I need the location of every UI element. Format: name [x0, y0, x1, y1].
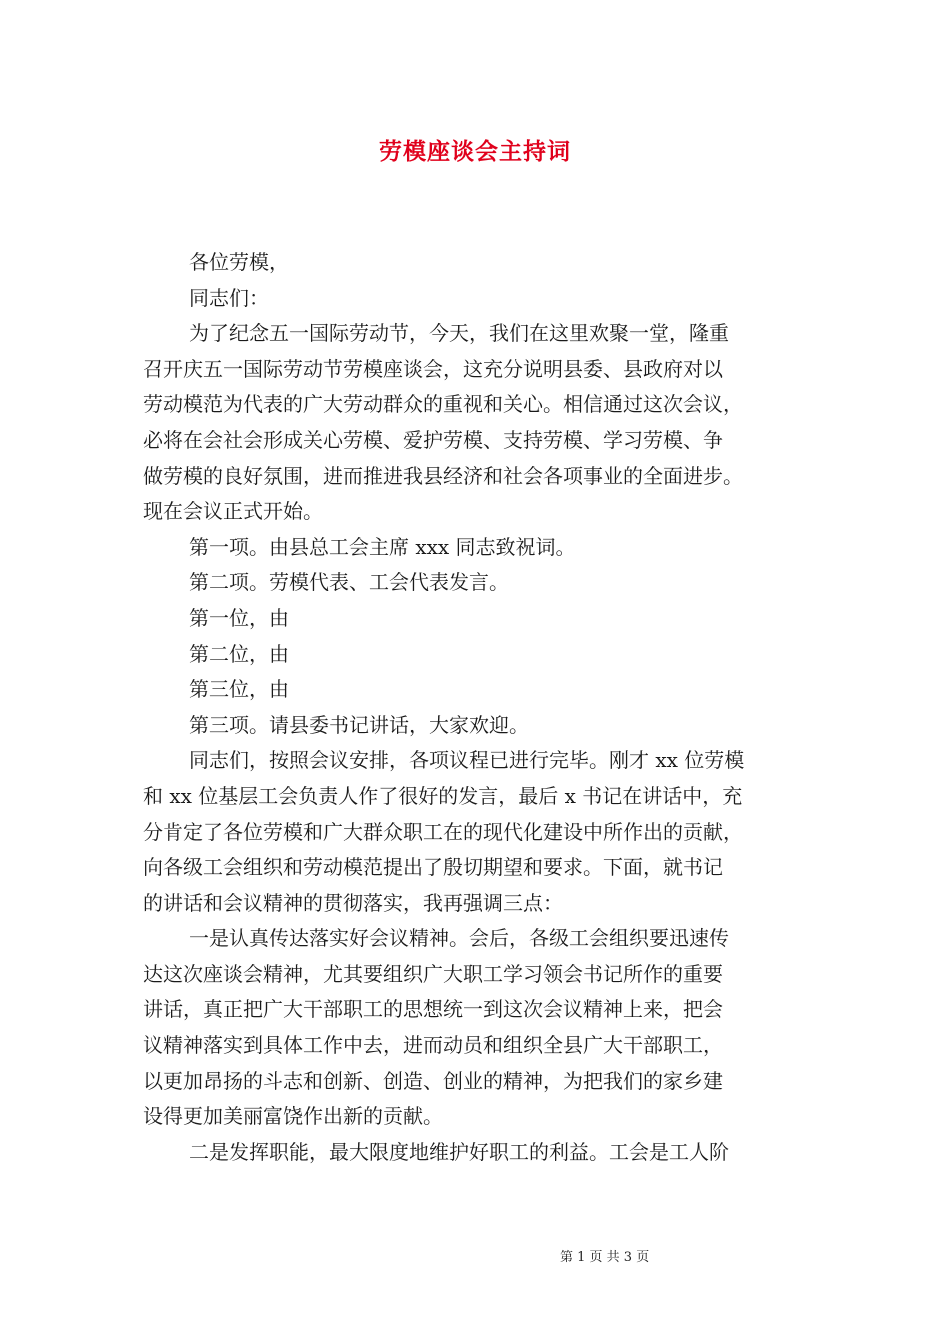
body-line: 分肯定了各位劳模和广大群众职工在的现代化建设中所作出的贡献， [143, 819, 743, 844]
body-line: 第一位，由 [189, 605, 289, 630]
body-line: 以更加昂扬的斗志和创新、创造、创业的精神，为把我们的家乡建 [143, 1068, 723, 1093]
body-line: 做劳模的良好氛围，进而推进我县经济和社会各项事业的全面进步。 [143, 463, 743, 488]
body-line: 向各级工会组织和劳动模范提出了殷切期望和要求。下面，就书记 [143, 855, 723, 880]
body-line: 议精神落实到具体工作中去，进而动员和组织全县广大干部职工， [143, 1033, 723, 1058]
body-line: 第三位，由 [189, 677, 289, 702]
body-line: 达这次座谈会精神，尤其要组织广大职工学习领会书记所作的重要 [143, 961, 723, 986]
body-line: 设得更加美丽富饶作出新的贡献。 [143, 1104, 443, 1129]
body-line: 第二位，由 [189, 641, 289, 666]
body-line: 必将在会社会形成关心劳模、爱护劳模、支持劳模、学习劳模、争 [143, 427, 723, 452]
body-line: 讲话，真正把广大干部职工的思想统一到这次会议精神上来，把会 [143, 997, 723, 1022]
body-line: 劳动模范为代表的广大劳动群众的重视和关心。相信通过这次会议， [143, 392, 743, 417]
document-body [143, 245, 807, 1170]
body-line: 二是发挥职能，最大限度地维护好职工的利益。工会是工人阶 [189, 1139, 729, 1164]
body-line: 第二项。劳模代表、工会代表发言。 [189, 570, 509, 595]
page-number: 第 1 页 共 3 页 [560, 1250, 650, 1265]
body-line: 各位劳模， [189, 250, 289, 274]
body-line: 同志们： [189, 285, 269, 310]
body-line: 现在会议正式开始。 [143, 499, 323, 524]
body-line: 为了纪念五一国际劳动节，今天，我们在这里欢聚一堂，隆重 [189, 321, 729, 346]
body-line: 第三项。请县委书记讲话，大家欢迎。 [189, 712, 529, 737]
body-line: 的讲话和会议精神的贯彻落实，我再强调三点： [143, 890, 563, 915]
page-title: 劳模座谈会主持词 [379, 138, 571, 165]
body-line: 第一项。由县总工会主席 xxx 同志致祝词。 [189, 534, 576, 559]
body-line: 召开庆五一国际劳动节劳模座谈会，这充分说明县委、县政府对以 [143, 356, 723, 381]
body-line: 和 xx 位基层工会负责人作了很好的发言，最后 x 书记在讲话中，充 [143, 783, 743, 808]
body-line: 同志们，按照会议安排，各项议程已进行完毕。刚才 xx 位劳模 [189, 748, 745, 773]
body-line: 一是认真传达落实好会议精神。会后，各级工会组织要迅速传 [189, 926, 729, 951]
